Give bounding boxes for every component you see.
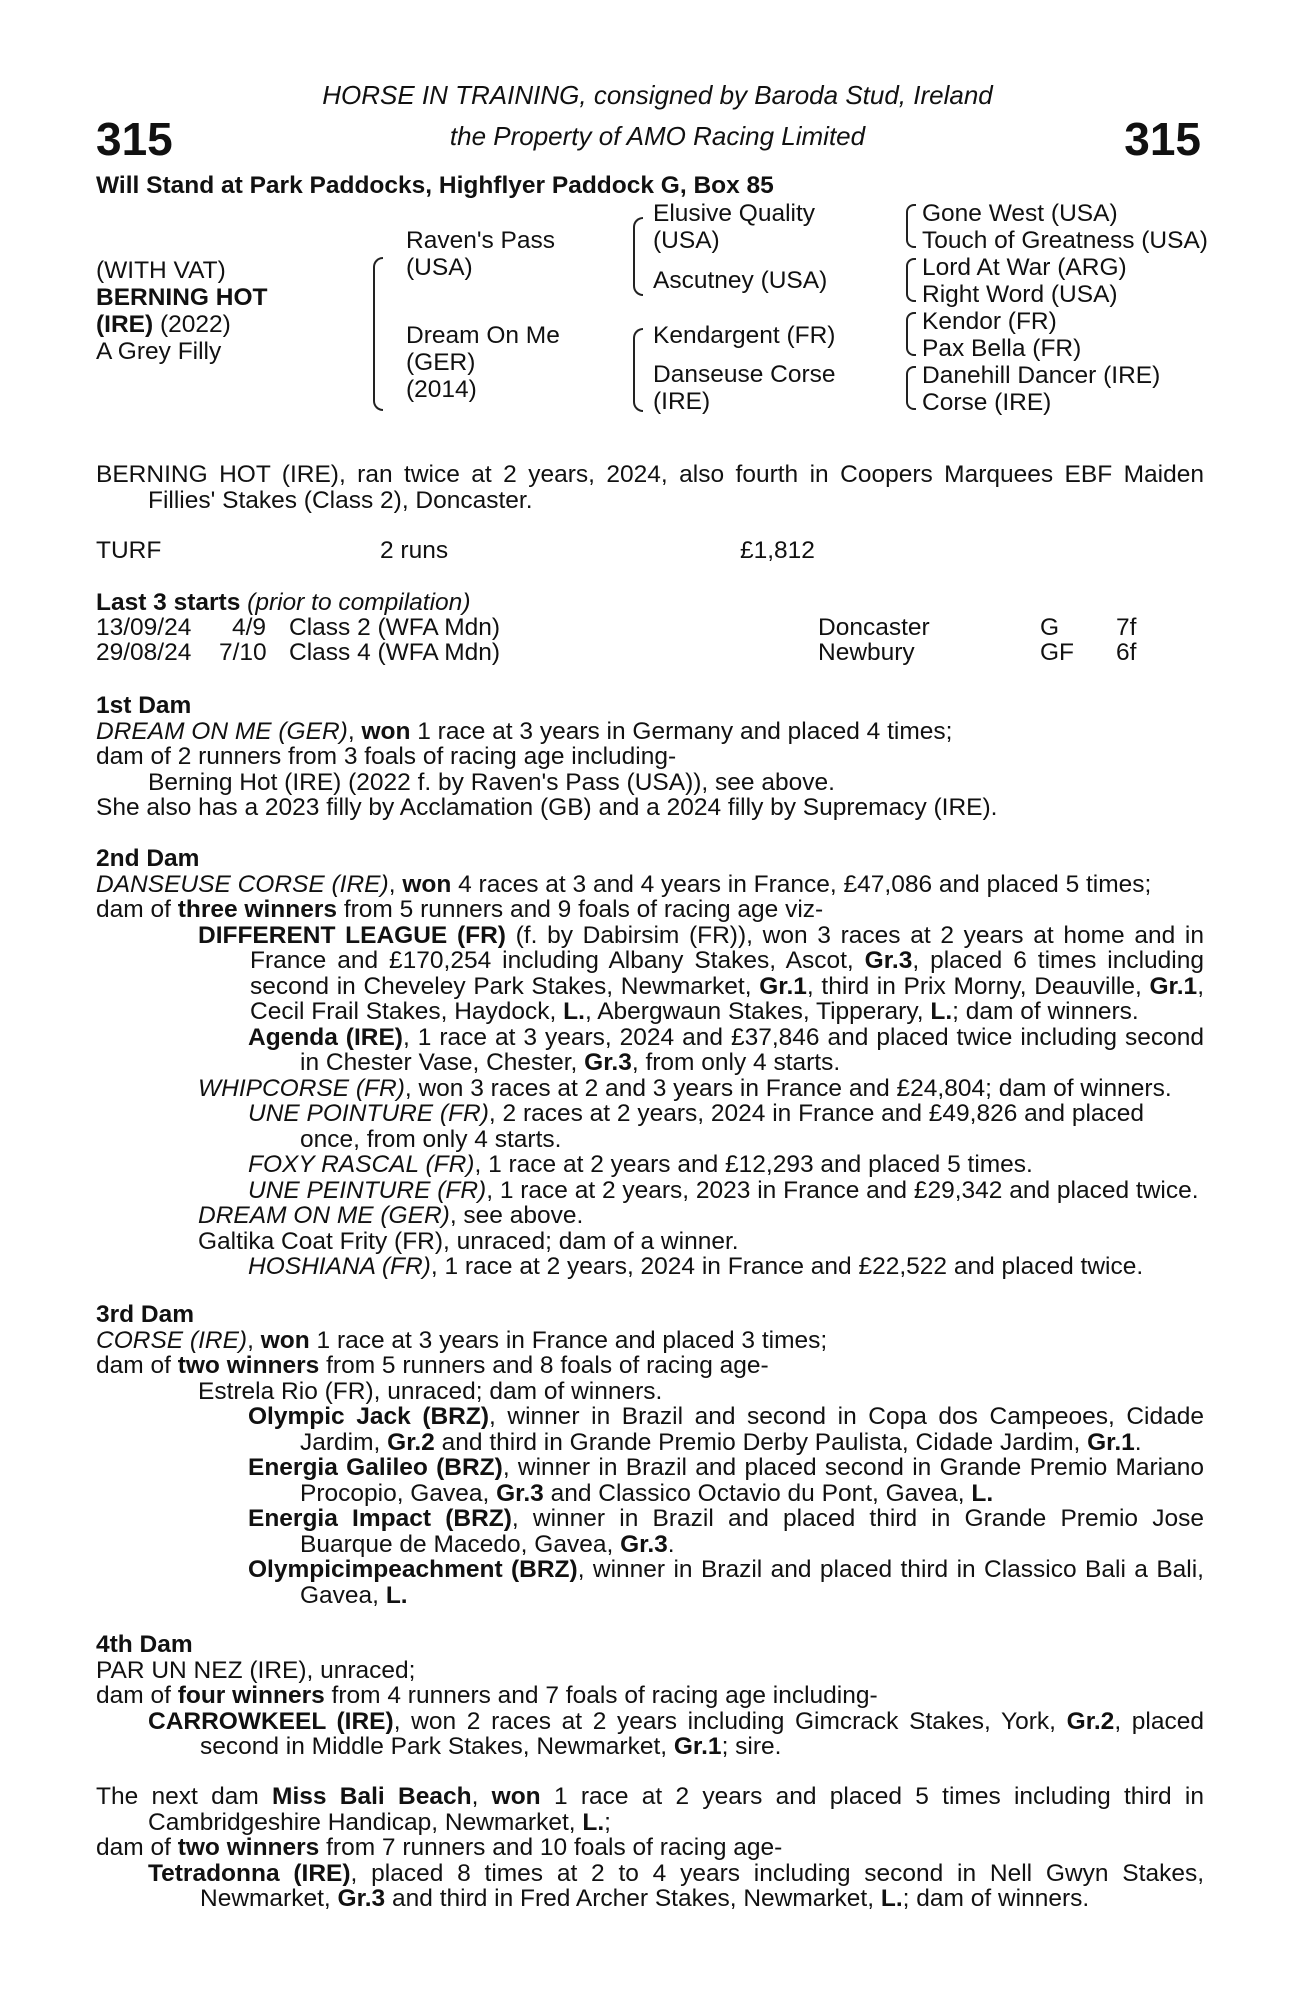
section-heading: 3rd Dam (96, 1301, 195, 1328)
record-runs: 2 runs (380, 537, 449, 564)
won-label: won (361, 717, 411, 745)
text: from 5 runners and 8 foals of racing age- (319, 1352, 769, 1379)
progeny-name: DIFFERENT LEAGUE (FR) (198, 921, 506, 949)
progeny-entry (96, 1254, 1204, 1280)
listed: L. (971, 1479, 994, 1507)
sire-sire-name: Elusive Quality (653, 200, 816, 227)
listed: L. (582, 1808, 605, 1836)
grade: Gr.3 (584, 1049, 632, 1076)
sdd: Right Word (USA) (922, 281, 1118, 308)
text: , 1 race at 2 years, 2024 in France and £22,522 and placed twice. (430, 1253, 1144, 1280)
horse-name: BERNING HOT (96, 284, 268, 311)
last-starts-note: (prior to compilation) (247, 589, 471, 616)
dam-country: (GER) (406, 349, 476, 376)
text: ; sire. (721, 1733, 782, 1760)
brace-3c (906, 312, 916, 356)
section-heading: 1st Dam (96, 692, 192, 719)
progeny-name: DREAM ON ME (GER) (198, 1202, 450, 1229)
text: , Cecil Frail Stakes, Haydock, (250, 972, 1204, 1025)
listed: L. (563, 998, 585, 1025)
dam-record: 1 race at 3 years in France and placed 3 times; (309, 1326, 828, 1354)
text: dam of (96, 1352, 178, 1379)
start-date: 13/09/24 (96, 614, 192, 641)
dam-year: (2014) (406, 376, 477, 403)
text: and third in Grande Premio Derby Paulista, Cidade Jardim, (434, 1428, 1088, 1456)
winners-count: four winners (177, 1682, 325, 1709)
horse-country: (IRE) (96, 311, 154, 338)
progeny-name: FOXY RASCAL (FR) (248, 1151, 475, 1178)
listed: L. (385, 1581, 408, 1609)
text: , 1 race at 2 years, 2023 in France and £29,342 and placed twice. (486, 1176, 1199, 1204)
stand-location: Will Stand at Park Paddocks, Highflyer Paddock G, Box 85 (96, 172, 774, 199)
text: 1 race at 2 years and placed 5 times including third in Cambridgeshire Handicap, Newmarket, (148, 1783, 1204, 1836)
dam-record: PAR UN NEZ (IRE), unraced; (96, 1656, 416, 1684)
dam-produce: dam of 2 runners from 3 foals of racing age including- (96, 743, 677, 770)
grade: Gr.1 (673, 1733, 722, 1760)
sire-country: (USA) (406, 254, 473, 281)
property-line: the Property of AMO Racing Limited (449, 121, 866, 151)
second-dam-section: 2nd Dam DANSEUSE CORSE (IRE), won 4 races at 3 and 4 years in France, £47,086 and placed 5 times; dam of three winners from 5 runners and 9 foals of racing age viz- DIFFERENT LEAGUE (FR) (f. by Dabirsim (FR)), won 3 races at 2 years at home and in France and £170,254 including Albany Stakes, Ascot, Gr.3, placed 6 times including second in Cheveley Park Stakes, Newmarket, Gr.1, third in Prix Morny, Deauville, Gr.1, Cecil Frail Stakes, Haydock, L., Abergwaun Stakes, Tipperary, L.; dam of winners. Agenda (IRE), 1 race at 3 years, 2024 and £37,846 and placed twice including second in Chester Vase, Chester, Gr.3, from only 4 starts. WHIPCORSE (FR), won 3 races at 2 and 3 years in France and £24,804; dam of winners. UNE POINTURE (FR), 2 races at 2 years, 2024 in France and £49,826 and placed once, from only 4 starts. FOXY RASCAL (FR), 1 race at 2 years and £12,293 and placed 5 times. UNE PEINTURE (FR), 1 race at 2 years, 2023 in France and £29,342 and placed twice. DREAM ON ME (GER), see above. Galtika Coat Frity (FR), unraced; dam of a winner. HOSHIANA (FR), 1 race at 2 years, 2024 in France and £22,522 and placed twice. (96, 845, 1205, 1280)
dam-name: CORSE (IRE) (96, 1326, 248, 1354)
text: ; (604, 1808, 611, 1836)
progeny-name: Olympicimpeachment (BRZ) (248, 1556, 578, 1583)
race-summary-text: BERNING HOT (IRE), ran twice at 2 years, 2024, also fourth in Coopers Marquees EBF Maiden Fillies' Stakes (Class 2), Doncaster. (96, 461, 1204, 514)
listed: L. (880, 1885, 903, 1912)
grade: Gr.3 (864, 947, 913, 974)
grade: Gr.3 (496, 1479, 544, 1507)
dsd: Pax Bella (FR) (922, 335, 1082, 362)
text: and Classico Octavio du Pont, Gavea, (543, 1479, 972, 1507)
text: , won 2 races at 2 years including Gimcrack Stakes, York, (393, 1707, 1067, 1735)
progeny-entry (96, 1076, 1204, 1102)
progeny-entry: Estrela Rio (FR), unraced; dam of winners. (198, 1377, 663, 1405)
text: , see above. (449, 1202, 584, 1229)
dam-parents-brace (633, 328, 643, 412)
sire-dam: Ascutney (USA) (653, 267, 828, 294)
text: . (1134, 1428, 1142, 1456)
lot-number-right: 315 (1124, 113, 1201, 165)
text: , 1 race at 3 years, 2024 and £37,846 and placed twice including second in Chester Vase, Chester, (300, 1023, 1205, 1076)
text: dam of (96, 896, 178, 923)
grade: Gr.2 (387, 1428, 435, 1456)
text: , winner in Brazil and placed third in Classico Bali a Bali, Gavea, (300, 1556, 1204, 1609)
grade: Gr.3 (337, 1885, 386, 1912)
dds: Danehill Dancer (IRE) (922, 362, 1161, 389)
winners-count: three winners (177, 896, 338, 923)
record-surface: TURF (96, 537, 162, 564)
dam-dam-name: Danseuse Corse (653, 361, 836, 388)
progeny-entry (96, 1709, 1204, 1760)
progeny-entry (96, 1455, 1204, 1506)
progeny-name: Olympic Jack (BRZ) (248, 1403, 489, 1430)
start-distance: 6f (1116, 639, 1137, 666)
text: dam of (96, 1682, 178, 1709)
text: , won 3 races at 2 and 3 years in France and £24,804; dam of winners. (404, 1074, 1172, 1102)
progeny-entry (96, 1506, 1204, 1557)
third-dam-section: 3rd Dam CORSE (IRE), won 1 race at 3 years in France and placed 3 times; dam of two winners from 5 runners and 8 foals of racing age- Estrela Rio (FR), unraced; dam of winners. Olympic Jack (BRZ), winner in Brazil and second in Copa dos Campeoes, Cidade Jardim, Gr.2 and third in Grande Premio Derby Paulista, Cidade Jardim, Gr.1. Energia Galileo (BRZ), winner in Brazil and placed second in Grande Premio Mariano Procopio, Gavea, Gr.3 and Classico Octavio du Pont, Gavea, L. Energia Impact (BRZ), winner in Brazil and placed third in Grande Premio Jose Buarque de Macedo, Gavea, Gr.3. Olympicimpeachment (BRZ), winner in Brazil and placed third in Classico Bali a Bali, Gavea, L. (96, 1301, 1205, 1609)
text: The next dam (96, 1783, 273, 1810)
vat-note: (WITH VAT) (96, 257, 226, 284)
text: , 1 race at 2 years and £12,293 and placed 5 times. (474, 1151, 1033, 1178)
start-position: 4/9 (232, 614, 267, 641)
horse-year: (2022) (159, 311, 231, 338)
progeny-name: Energia Impact (BRZ) (248, 1505, 512, 1532)
text: , placed second in Middle Park Stakes, Newmarket, (200, 1707, 1204, 1760)
start-date: 29/08/24 (96, 639, 192, 666)
text: and third in Fred Archer Stakes, Newmarket, (385, 1885, 881, 1912)
sire-sire (653, 200, 815, 254)
text: from 7 runners and 10 foals of racing age- (319, 1834, 783, 1861)
start-course: Doncaster (818, 614, 930, 641)
grade: Gr.1 (1149, 972, 1198, 1000)
text: ; dam of winners. (952, 998, 1139, 1025)
start-going: G (1040, 614, 1060, 641)
progeny-name: Agenda (IRE) (248, 1023, 403, 1051)
grade: Gr.3 (620, 1530, 668, 1558)
grade: Gr.1 (759, 972, 807, 1000)
progeny-entry: Galtika Coat Frity (FR), unraced; dam of a winner. (198, 1227, 739, 1255)
progeny-entry (96, 923, 1204, 1025)
text: , 2 races at 2 years, 2024 in France and £49,826 and placed once, from only 4 starts. (300, 1100, 1145, 1153)
progeny-entry (96, 1404, 1204, 1455)
progeny-entry (96, 1178, 1204, 1204)
sss: Gone West (USA) (922, 200, 1118, 227)
ddd: Corse (IRE) (922, 389, 1052, 416)
text: , winner in Brazil and placed third in Grande Premio Jose Buarque de Macedo, Gavea, (300, 1505, 1204, 1558)
dam-name: DANSEUSE CORSE (IRE) (96, 870, 389, 898)
record-earnings: £1,812 (740, 537, 815, 564)
section-heading: 4th Dam (96, 1631, 193, 1658)
start-distance: 7f (1116, 614, 1137, 641)
start-position: 7/10 (219, 639, 267, 666)
sire-name: Raven's Pass (406, 227, 556, 254)
lot-number-left: 315 (96, 113, 173, 165)
grade: Gr.2 (1066, 1707, 1115, 1735)
progeny-name: HOSHIANA (FR) (248, 1253, 431, 1280)
progeny-name: UNE POINTURE (FR) (248, 1100, 489, 1127)
brace-3b (906, 258, 916, 302)
race-summary (96, 462, 1204, 513)
text: (f. by Dabirsim (FR)), won 3 races at 2 years at home and in France and £170,254 including Albany Stakes, Ascot, (250, 921, 1204, 974)
text: ; dam of winners. (902, 1885, 1090, 1912)
progeny-entry (96, 1152, 1204, 1178)
progeny-name: WHIPCORSE (FR) (198, 1074, 405, 1102)
ssd: Touch of Greatness (USA) (922, 227, 1208, 254)
sire-parents-brace (633, 217, 643, 296)
last-starts-heading (96, 590, 470, 616)
start-going: GF (1040, 639, 1075, 666)
grade: Gr.1 (1087, 1428, 1135, 1456)
dam-dam (653, 361, 835, 415)
next-dam-record: The next dam Miss Bali Beach, won 1 race at 2 years and placed 5 times including third in Cambridgeshire Handicap, Newmarket, L.; (96, 1783, 1204, 1836)
text: from 5 runners and 9 foals of racing age viz- (337, 896, 824, 923)
progeny-entry (96, 1557, 1204, 1608)
text: , third in Prix Morny, Deauville, (806, 972, 1150, 1000)
horse-info (96, 257, 268, 365)
text: , placed 8 times at 2 to 4 years including second in Nell Gwyn Stakes, Newmarket, (200, 1859, 1204, 1912)
dam-dam-country: (IRE) (653, 388, 711, 415)
sire (406, 227, 555, 281)
text: , placed 6 times including second in Cheveley Park Stakes, Newmarket, (250, 947, 1204, 1000)
text: from 4 runners and 7 foals of racing age including- (324, 1682, 878, 1709)
won-label: won (402, 870, 452, 898)
text: dam of (96, 1834, 178, 1861)
brace-3a (906, 204, 916, 248)
progeny-entry (96, 1101, 1204, 1152)
start-course: Newbury (818, 639, 915, 666)
winners-count: two winners (177, 1834, 320, 1861)
first-dam-section: 1st Dam DREAM ON ME (GER), won 1 race at 3 years in Germany and placed 4 times; dam of 2 runners from 3 foals of racing age including- Berning Hot (IRE) (2022 f. by Raven's Pass (USA)), see above. She also has a 2023 filly by Acclamation (GB) and a 2024 filly by Supremacy (IRE). (96, 693, 1204, 821)
won-label: won (491, 1783, 541, 1810)
dam-name: DREAM ON ME (GER) (96, 717, 348, 745)
dam-name: Miss Bali Beach (272, 1783, 472, 1810)
dss: Kendor (FR) (922, 308, 1057, 335)
progeny-name: CARROWKEEL (IRE) (148, 1707, 394, 1735)
progeny-name: UNE PEINTURE (FR) (248, 1176, 487, 1204)
start-race: Class 2 (WFA Mdn) (289, 614, 501, 641)
text: , Abergwaun Stakes, Tipperary, (584, 998, 931, 1025)
sire-sire-country: (USA) (653, 227, 720, 254)
progeny-entry (96, 1203, 1204, 1229)
progeny-entry (96, 1861, 1204, 1912)
progeny-entry: Berning Hot (IRE) (2022 f. by Raven's Pass (USA)), see above. (148, 768, 835, 796)
section-heading: 2nd Dam (96, 845, 200, 872)
text: , winner in Brazil and placed second in Grande Premio Mariano Procopio, Gavea, (300, 1454, 1205, 1507)
progeny-name: Tetradonna (IRE) (148, 1859, 351, 1887)
listed: L. (930, 998, 953, 1025)
text: . (667, 1530, 675, 1558)
start-race: Class 4 (WFA Mdn) (289, 639, 501, 666)
sds: Lord At War (ARG) (922, 254, 1127, 281)
progeny-entry (96, 1025, 1204, 1076)
brace-3d (906, 366, 916, 410)
sire-dam-brace (373, 257, 383, 411)
dam (406, 322, 560, 403)
next-dam-section (96, 1784, 1204, 1912)
horse-description: A Grey Filly (96, 338, 222, 365)
dam-name: Dream On Me (406, 322, 560, 349)
last-starts-title: Last 3 starts (96, 589, 241, 616)
consignor-line: HORSE IN TRAINING, consigned by Baroda Stud, Ireland (322, 80, 993, 110)
fourth-dam-section (96, 1632, 1204, 1760)
text: , winner in Brazil and second in Copa dos Campeoes, Cidade Jardim, (300, 1403, 1204, 1456)
text: , from only 4 starts. (631, 1049, 841, 1076)
dam-record: 4 races at 3 and 4 years in France, £47,086 and placed 5 times; (451, 870, 1152, 898)
winners-count: two winners (177, 1352, 320, 1379)
dam-sire: Kendargent (FR) (653, 322, 836, 349)
dam-note: She also has a 2023 filly by Acclamation (GB) and a 2024 filly by Supremacy (IRE). (96, 794, 998, 821)
dam-record: 1 race at 3 years in Germany and placed 4 times; (410, 717, 953, 745)
progeny-name: Energia Galileo (BRZ) (248, 1454, 503, 1481)
won-label: won (260, 1326, 310, 1354)
